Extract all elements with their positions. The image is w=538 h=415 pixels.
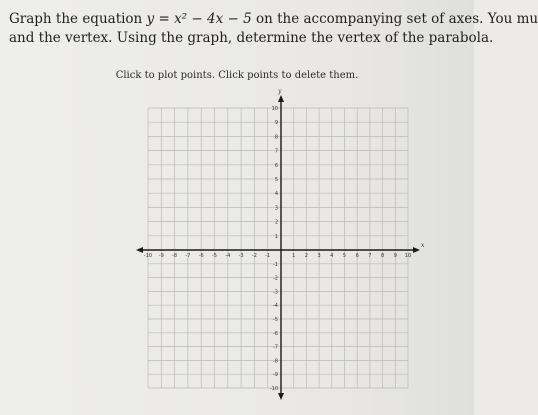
question-line-2: and the vertex. Using the graph, determine the vertex of the parabola. xyxy=(9,30,494,46)
y-tick-label: -2 xyxy=(273,275,278,282)
y-tick-label: -9 xyxy=(273,372,278,379)
y-tick-label: 2 xyxy=(274,219,278,226)
y-tick-label: 4 xyxy=(274,191,278,198)
x-tick-label: -4 xyxy=(225,253,231,259)
y-axis-arrow-up xyxy=(278,95,284,102)
x-tick-label: -7 xyxy=(185,253,191,259)
x-tick-label: 6 xyxy=(355,253,359,259)
x-tick-label: 8 xyxy=(381,253,385,259)
x-tick-label: -6 xyxy=(198,253,204,259)
question-suffix: on the accompanying set of axes. You mu xyxy=(251,11,538,27)
x-tick-label: 9 xyxy=(393,253,397,259)
x-axis-label: x xyxy=(421,242,425,249)
x-tick-label: -8 xyxy=(172,253,178,259)
y-tick-label: -6 xyxy=(273,330,278,337)
x-axis-arrow-right xyxy=(413,247,420,253)
x-tick-label: 10 xyxy=(404,253,412,259)
x-tick-label: 1 xyxy=(292,253,296,259)
y-axis-arrow-down xyxy=(278,393,284,400)
y-tick-label: 6 xyxy=(274,162,278,169)
question-prefix: Graph the equation xyxy=(9,11,147,27)
x-axis-arrow-left xyxy=(136,247,143,253)
y-axis-label: y xyxy=(278,88,282,95)
y-tick-label: 10 xyxy=(271,106,278,112)
y-tick-label: 7 xyxy=(274,148,278,155)
x-tick-label: 3 xyxy=(317,253,321,259)
y-tick-label: 8 xyxy=(274,134,278,141)
y-tick-label: -7 xyxy=(273,344,278,351)
y-tick-label: 1 xyxy=(274,233,278,240)
grid-lines xyxy=(148,108,408,388)
equation: y = x² − 4x − 5 xyxy=(146,11,252,27)
y-tick-label: -10 xyxy=(269,386,278,392)
x-tick-label: -5 xyxy=(212,253,217,259)
x-tick-label: -10 xyxy=(143,253,153,259)
y-tick-label: -8 xyxy=(273,358,278,365)
y-tick-label: -4 xyxy=(273,303,278,310)
y-tick-label: -5 xyxy=(273,317,278,323)
axes xyxy=(136,95,420,400)
x-tick-label: -9 xyxy=(158,253,164,259)
x-tick-label: -2 xyxy=(251,253,257,259)
y-tick-label: 3 xyxy=(274,205,278,212)
x-tick-label: 5 xyxy=(342,253,347,259)
plot-instruction: Click to plot points. Click points to delete them. xyxy=(115,70,359,81)
x-tick-label: 4 xyxy=(330,253,334,259)
x-tick-label: -3 xyxy=(238,253,244,259)
y-tick-label: -3 xyxy=(273,289,278,296)
x-tick-label: 7 xyxy=(368,253,372,259)
y-tick-label: 9 xyxy=(274,120,278,127)
y-tick-label: 5 xyxy=(274,177,278,183)
x-tick-label: 2 xyxy=(304,253,308,259)
x-tick-label: -1 xyxy=(265,253,271,259)
y-tick-label: -1 xyxy=(273,261,278,268)
